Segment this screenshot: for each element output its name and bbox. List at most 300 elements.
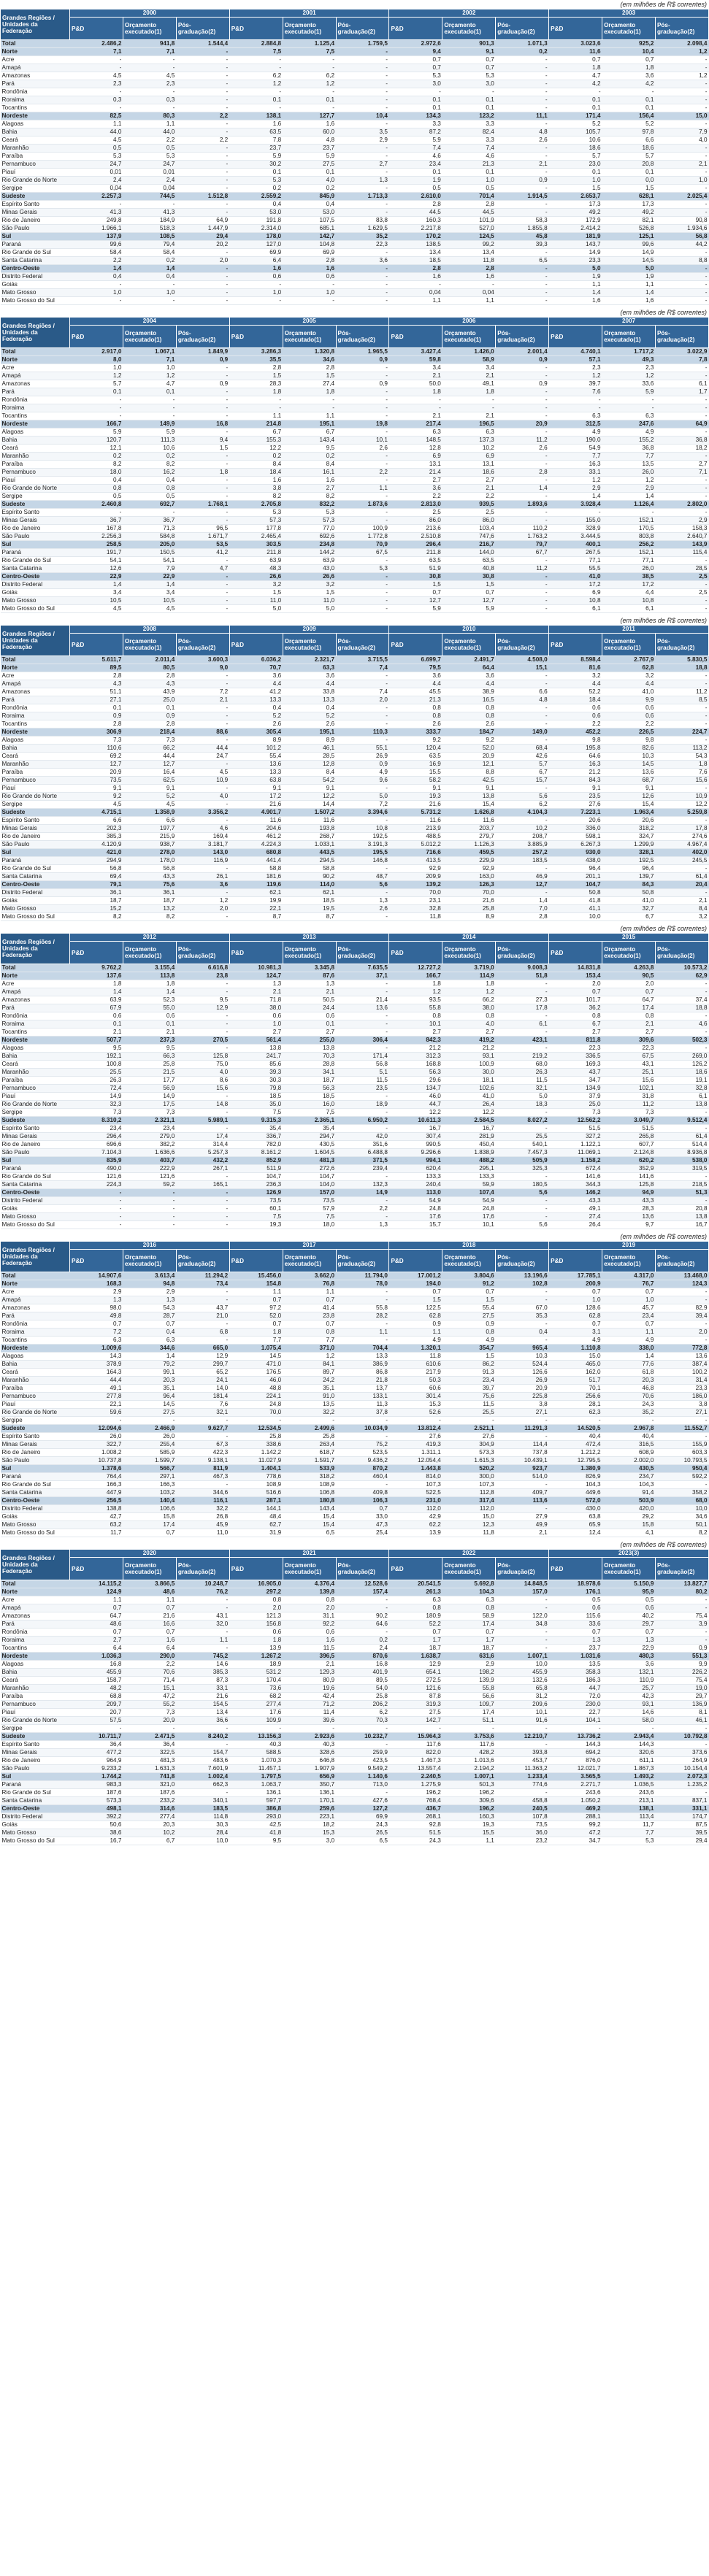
table-cell: 6.267,3 [549, 841, 602, 849]
table-cell: 278,0 [123, 849, 176, 857]
table-row [1, 1821, 709, 1829]
table-cell: 82,4 [442, 128, 496, 137]
row-label: Mato Grosso do Sul [1, 297, 70, 305]
table-cell: 5.259,8 [655, 809, 708, 817]
table-cell: 1,4 [496, 485, 549, 493]
table-cell: 287,1 [229, 1497, 283, 1505]
table-cell: 4,6 [655, 1020, 708, 1029]
row-label: Rio de Janeiro [1, 1141, 70, 1149]
table-cell: 54,3 [123, 1304, 176, 1312]
table-cell: 1,8 [283, 388, 336, 396]
table-cell: 611,1 [602, 1757, 656, 1765]
table-cell: 104,7 [229, 1173, 283, 1181]
table-cell: 14,0 [176, 1385, 229, 1393]
table-cell: 19,3 [229, 1221, 283, 1229]
table-cell: - [176, 453, 229, 461]
table-cell: 12,7 [442, 597, 496, 605]
table-cell: 2,6 [336, 905, 389, 913]
table-cell: 294,7 [283, 1133, 336, 1141]
table-cell: 17,8 [655, 825, 708, 833]
row-label: Rio Grande do Norte [1, 485, 70, 493]
table-cell: 9,2 [442, 737, 496, 745]
table-cell: 114,8 [176, 1813, 229, 1821]
table-row [1, 549, 709, 557]
table-row [1, 380, 709, 388]
table-cell: - [496, 273, 549, 281]
table-cell: 4.715,1 [70, 809, 123, 817]
row-label: São Paulo [1, 1457, 70, 1465]
table-cell: 0,5 [549, 1596, 602, 1604]
table-row [1, 1133, 709, 1141]
sub-header: Pós-graduação(2) [496, 1250, 549, 1272]
table-cell: 8,9 [442, 913, 496, 921]
table-cell: 0,6 [549, 704, 602, 712]
row-label: Alagoas [1, 737, 70, 745]
region-header: Grandes Regiões / Unidades da Federação [1, 626, 70, 656]
table-cell: - [176, 249, 229, 257]
table-cell: 4,5 [70, 72, 123, 80]
table-cell: 82,6 [602, 745, 656, 753]
table-cell: 67,3 [176, 1441, 229, 1449]
table-cell: - [655, 372, 708, 380]
table-cell: - [123, 56, 176, 64]
table-cell: 965,4 [496, 1345, 549, 1353]
table-row [1, 688, 709, 696]
table-cell: 4,5 [176, 769, 229, 777]
table-cell: - [336, 597, 389, 605]
table-cell: 400,1 [549, 541, 602, 549]
table-cell: 12,2 [442, 1109, 496, 1117]
table-cell: - [70, 64, 123, 72]
table-cell: 2,9 [602, 485, 656, 493]
table-cell: 48,6 [123, 1588, 176, 1596]
sub-header: Pós-graduação(2) [336, 942, 389, 964]
table-row [1, 597, 709, 605]
table-cell: 51,5 [602, 1125, 656, 1133]
table-cell: 309,6 [602, 1037, 656, 1045]
table-cell: 174,7 [655, 1813, 708, 1821]
table-cell: 91,0 [283, 1393, 336, 1401]
row-label: Amapá [1, 372, 70, 380]
table-cell: 603,3 [655, 1449, 708, 1457]
table-cell: 14.520,5 [549, 1425, 602, 1433]
table-cell: - [496, 120, 549, 128]
table-cell: 203,7 [442, 825, 496, 833]
sub-header: P&D [549, 18, 602, 40]
table-cell: 214,8 [229, 420, 283, 428]
table-cell: 488,5 [389, 833, 442, 841]
table-cell: 25,0 [549, 1101, 602, 1109]
table-cell: - [655, 80, 708, 88]
table-cell: 3,0 [389, 80, 442, 88]
table-cell: 4,9 [336, 769, 389, 777]
table-cell: 0,1 [442, 169, 496, 177]
year-header: 2000 [70, 9, 230, 18]
row-label: Sul [1, 1157, 70, 1165]
table-cell: 354,7 [442, 1345, 496, 1353]
row-label: Amapá [1, 1604, 70, 1612]
table-cell: 18,0 [283, 1221, 336, 1229]
table-cell: 1,9 [389, 177, 442, 185]
table-cell: 67,5 [602, 1053, 656, 1061]
table-cell: 29,6 [389, 1077, 442, 1085]
table-cell: 930,0 [549, 849, 602, 857]
table-cell: 18,3 [496, 1101, 549, 1109]
row-label: Paraná [1, 1781, 70, 1789]
table-cell: 0,7 [389, 1629, 442, 1637]
row-label: Total [1, 964, 70, 972]
table-cell: 1.002,4 [176, 1773, 229, 1781]
table-cell: 7,9 [655, 128, 708, 137]
table-cell: - [176, 1596, 229, 1604]
table-cell: 0,7 [123, 1629, 176, 1637]
sub-header: Orçamento executado(1) [602, 326, 656, 348]
table-cell: 2,8 [283, 364, 336, 372]
table-cell: 6,7 [283, 428, 336, 437]
row-label: Pernambuco [1, 1701, 70, 1709]
table-cell: 312,3 [389, 1053, 442, 1061]
table-cell: - [336, 1604, 389, 1612]
table-cell: 307,4 [389, 1133, 442, 1141]
table-cell: 55,8 [336, 1304, 389, 1312]
sub-header: Orçamento executado(1) [283, 1558, 336, 1580]
table-cell: 387,4 [655, 1361, 708, 1369]
table-cell: - [496, 201, 549, 209]
row-label: Acre [1, 980, 70, 988]
table-cell: 12.727,2 [389, 964, 442, 972]
table-row [1, 225, 709, 233]
sub-header: P&D [229, 1250, 283, 1272]
table-cell: 156,4 [602, 112, 656, 120]
table-cell: 713,0 [336, 1781, 389, 1789]
table-cell: 16,0 [283, 1101, 336, 1109]
table-cell: 1.311,1 [389, 1449, 442, 1457]
table-cell: 12,9 [176, 1353, 229, 1361]
table-cell: 87,6 [283, 972, 336, 980]
table-cell: - [336, 1741, 389, 1749]
table-cell: 49,1 [442, 380, 496, 388]
table-cell: 16.905,0 [229, 1580, 283, 1588]
table-cell: 6,8 [176, 1329, 229, 1337]
table-cell: - [549, 404, 602, 412]
table-cell: 218,4 [123, 728, 176, 737]
table-cell: 24,8 [229, 1401, 283, 1409]
table-cell: 116,1 [176, 1497, 229, 1505]
table-cell: 14,9 [123, 1093, 176, 1101]
table-cell: 58,3 [496, 217, 549, 225]
table-cell: 76,8 [283, 1280, 336, 1288]
table-cell: 114,4 [496, 1441, 549, 1449]
row-label: Rio Grande do Sul [1, 865, 70, 873]
table-cell: 14,4 [283, 801, 336, 809]
table-cell: 1,2 [602, 477, 656, 485]
table-cell: 941,8 [123, 40, 176, 48]
table-row [1, 964, 709, 972]
table-cell: 62,1 [229, 889, 283, 897]
table-cell: 5,1 [336, 1069, 389, 1077]
table-row [1, 1612, 709, 1620]
table-cell: 4,8 [496, 696, 549, 704]
table-cell: 511,9 [229, 1165, 283, 1173]
table-cell: 2,2 [176, 112, 229, 120]
table-cell: 107,3 [442, 1481, 496, 1489]
table-cell: 5,2 [283, 712, 336, 720]
table-cell: 259,9 [336, 1749, 389, 1757]
table-cell: 2,8 [283, 257, 336, 265]
table-cell: 1,9 [549, 273, 602, 281]
table-cell: 2,9 [655, 517, 708, 525]
table-cell: 71,2 [283, 1701, 336, 1709]
table-cell: 1.126,4 [602, 501, 656, 509]
table-cell: - [655, 396, 708, 404]
table-cell: 80,2 [655, 1588, 708, 1596]
table-cell: 1,9 [602, 273, 656, 281]
table-cell: 533,9 [283, 1465, 336, 1473]
table-cell: 8.598,4 [549, 656, 602, 664]
table-cell: 102,6 [442, 1085, 496, 1093]
table-cell: 96,4 [602, 865, 656, 873]
table-row [1, 1765, 709, 1773]
table-cell: 0,1 [123, 1020, 176, 1029]
table-cell: 69,9 [336, 1813, 389, 1821]
table-cell: 15,1 [123, 1685, 176, 1693]
table-cell: 138,1 [229, 112, 283, 120]
table-cell: - [549, 1417, 602, 1425]
table-cell: 428,2 [442, 1749, 496, 1757]
table-row [1, 704, 709, 712]
table-cell: 186,3 [549, 1677, 602, 1685]
table-cell: 191,7 [70, 549, 123, 557]
table-row [1, 104, 709, 112]
sub-header: P&D [549, 1558, 602, 1580]
row-label: Goiás [1, 589, 70, 597]
table-cell: 44,7 [389, 1101, 442, 1109]
table-cell: 1,2 [123, 372, 176, 380]
sub-header: Orçamento executado(1) [442, 942, 496, 964]
table-cell: 63,8 [549, 1513, 602, 1521]
table-cell: 0,1 [549, 104, 602, 112]
table-cell: - [283, 1417, 336, 1425]
table-cell: 5.611,7 [70, 656, 123, 664]
table-cell: - [176, 1045, 229, 1053]
table-cell: 14,9 [549, 249, 602, 257]
table-cell: 2.217,8 [389, 225, 442, 233]
table-cell: 224,1 [229, 1393, 283, 1401]
table-cell: 55,8 [442, 1685, 496, 1693]
table-row [1, 745, 709, 753]
table-cell: 2,0 [655, 1329, 708, 1337]
table-cell: - [336, 96, 389, 104]
table-row [1, 1077, 709, 1085]
table-cell: 12.795,5 [549, 1457, 602, 1465]
table-cell: 12,8 [389, 445, 442, 453]
table-cell: 2,1 [70, 1029, 123, 1037]
table-cell: 1,5 [389, 1296, 442, 1304]
table-cell: 0,8 [283, 1329, 336, 1337]
table-cell: - [496, 412, 549, 420]
table-cell: 2,9 [442, 1661, 496, 1669]
table-cell: 1,1 [229, 412, 283, 420]
table-cell: 3,2 [283, 581, 336, 589]
table-cell: 2,3 [602, 364, 656, 372]
table-row [1, 1401, 709, 1409]
table-cell: - [176, 704, 229, 712]
table-cell: 469,2 [549, 1805, 602, 1813]
table-cell: 0,04 [123, 185, 176, 193]
table-cell: 11,6 [283, 817, 336, 825]
table-cell: - [496, 589, 549, 597]
row-label: Norte [1, 972, 70, 980]
table-cell: 83,8 [336, 217, 389, 225]
table-cell: 2.414,2 [549, 225, 602, 233]
table-cell: 53,5 [176, 541, 229, 549]
row-label: Minas Gerais [1, 1749, 70, 1757]
sub-header: P&D [389, 326, 442, 348]
table-cell: 58,2 [389, 777, 442, 785]
table-cell: - [549, 88, 602, 96]
table-cell: 1.070,3 [229, 1757, 283, 1765]
table-cell: 0,6 [229, 1629, 283, 1637]
table-cell: 160,3 [442, 1813, 496, 1821]
table-cell: 62,7 [229, 1521, 283, 1529]
table-cell: 15,6 [602, 1077, 656, 1085]
sub-header: P&D [389, 634, 442, 656]
row-label: Santa Catarina [1, 1181, 70, 1189]
table-cell: 1,8 [176, 469, 229, 477]
table-cell: 60,0 [283, 128, 336, 137]
table-cell: 0,7 [123, 1604, 176, 1612]
table-cell: 0,7 [602, 1320, 656, 1329]
table-cell: 27,5 [442, 1312, 496, 1320]
table-cell: 1.404,1 [229, 1465, 283, 1473]
table-cell: 1.626,8 [442, 809, 496, 817]
table-row [1, 201, 709, 209]
table-cell: 4,9 [442, 1337, 496, 1345]
table-cell: 0,8 [549, 1012, 602, 1020]
table-cell: 19,6 [283, 1685, 336, 1693]
table-cell: 2,2 [549, 720, 602, 728]
table-cell: 28,4 [176, 1829, 229, 1837]
table-row [1, 1221, 709, 1229]
table-cell: 654,1 [389, 1669, 442, 1677]
sub-header: P&D [549, 1250, 602, 1272]
table-row [1, 589, 709, 597]
table-cell: 1,4 [602, 493, 656, 501]
table-cell: - [655, 185, 708, 193]
sub-header: P&D [229, 1558, 283, 1580]
table-cell: - [176, 1109, 229, 1117]
table-cell: 11,0 [283, 597, 336, 605]
table-cell: 39,7 [549, 380, 602, 388]
table-cell: 101,9 [442, 217, 496, 225]
table-cell: 72,0 [549, 1693, 602, 1701]
table-cell: 518,3 [123, 225, 176, 233]
table-cell: - [229, 1417, 283, 1425]
row-label: Paraná [1, 1473, 70, 1481]
table-cell: 316,5 [602, 1441, 656, 1449]
table-cell: - [123, 1197, 176, 1205]
row-label: São Paulo [1, 1765, 70, 1773]
table-cell: 86,2 [442, 1361, 496, 1369]
table-cell: 172,9 [549, 217, 602, 225]
table-cell: 181,6 [229, 873, 283, 881]
year-header: 2015 [549, 934, 709, 942]
table-cell: 194,0 [389, 1280, 442, 1288]
table-cell: - [496, 1433, 549, 1441]
table-cell: 247,6 [602, 420, 656, 428]
table-cell: - [336, 281, 389, 289]
row-label: Ceará [1, 1369, 70, 1377]
row-label: Rio Grande do Sul [1, 1789, 70, 1797]
table-cell: 171,4 [549, 112, 602, 120]
row-label: Rondônia [1, 1629, 70, 1637]
table-cell: - [229, 281, 283, 289]
row-label: Norte [1, 1588, 70, 1596]
table-cell: 1,4 [496, 897, 549, 905]
table-cell: 1.007,1 [442, 1773, 496, 1781]
table-cell: 9.138,1 [176, 1457, 229, 1465]
table-cell: - [496, 1741, 549, 1749]
table-row [1, 477, 709, 485]
table-cell: - [655, 364, 708, 372]
table-cell: 1,8 [229, 388, 283, 396]
table-cell: 1.140,6 [336, 1773, 389, 1781]
table-cell: 47,2 [549, 1829, 602, 1837]
table-row [1, 1272, 709, 1280]
table-cell: 32,8 [389, 905, 442, 913]
table-cell: - [336, 493, 389, 501]
table-cell: 52,2 [549, 688, 602, 696]
table-cell: - [176, 1221, 229, 1229]
table-cell: 4,2 [549, 80, 602, 88]
table-cell: 8,6 [176, 1077, 229, 1085]
table-cell: - [336, 1596, 389, 1604]
table-cell: - [176, 1125, 229, 1133]
table-cell: 16,7 [389, 1125, 442, 1133]
table-cell: 5.257,3 [176, 1149, 229, 1157]
table-cell: 99,2 [549, 1821, 602, 1829]
table-cell: 17,4 [123, 1521, 176, 1529]
table-cell: 0,7 [123, 1529, 176, 1537]
table-cell: 1,3 [336, 177, 389, 185]
table-cell: - [655, 980, 708, 988]
table-cell: 301,4 [389, 1393, 442, 1401]
table-row [1, 1069, 709, 1077]
table-cell: - [655, 988, 708, 996]
table-cell: 0,2 [70, 453, 123, 461]
table-cell: 716,6 [389, 849, 442, 857]
table-cell: 0,7 [229, 1296, 283, 1304]
table-cell: 41,2 [176, 549, 229, 557]
table-cell: 8,4 [283, 769, 336, 777]
table-cell: 2,8 [496, 469, 549, 477]
table-cell: - [496, 461, 549, 469]
table-row [1, 1473, 709, 1481]
row-label: Tocantins [1, 412, 70, 420]
table-cell: 336,7 [229, 1133, 283, 1141]
table-cell: 209,9 [389, 873, 442, 881]
table-cell: 4,4 [283, 680, 336, 688]
table-cell: 10,9 [176, 777, 229, 785]
table-cell: 176,1 [549, 1588, 602, 1596]
table-cell: - [655, 720, 708, 728]
row-label: Total [1, 1580, 70, 1588]
table-cell: - [176, 980, 229, 988]
table-cell: - [123, 1221, 176, 1229]
table-cell: 1.125,4 [283, 40, 336, 48]
table-row [1, 1029, 709, 1037]
row-label: Sudeste [1, 809, 70, 817]
